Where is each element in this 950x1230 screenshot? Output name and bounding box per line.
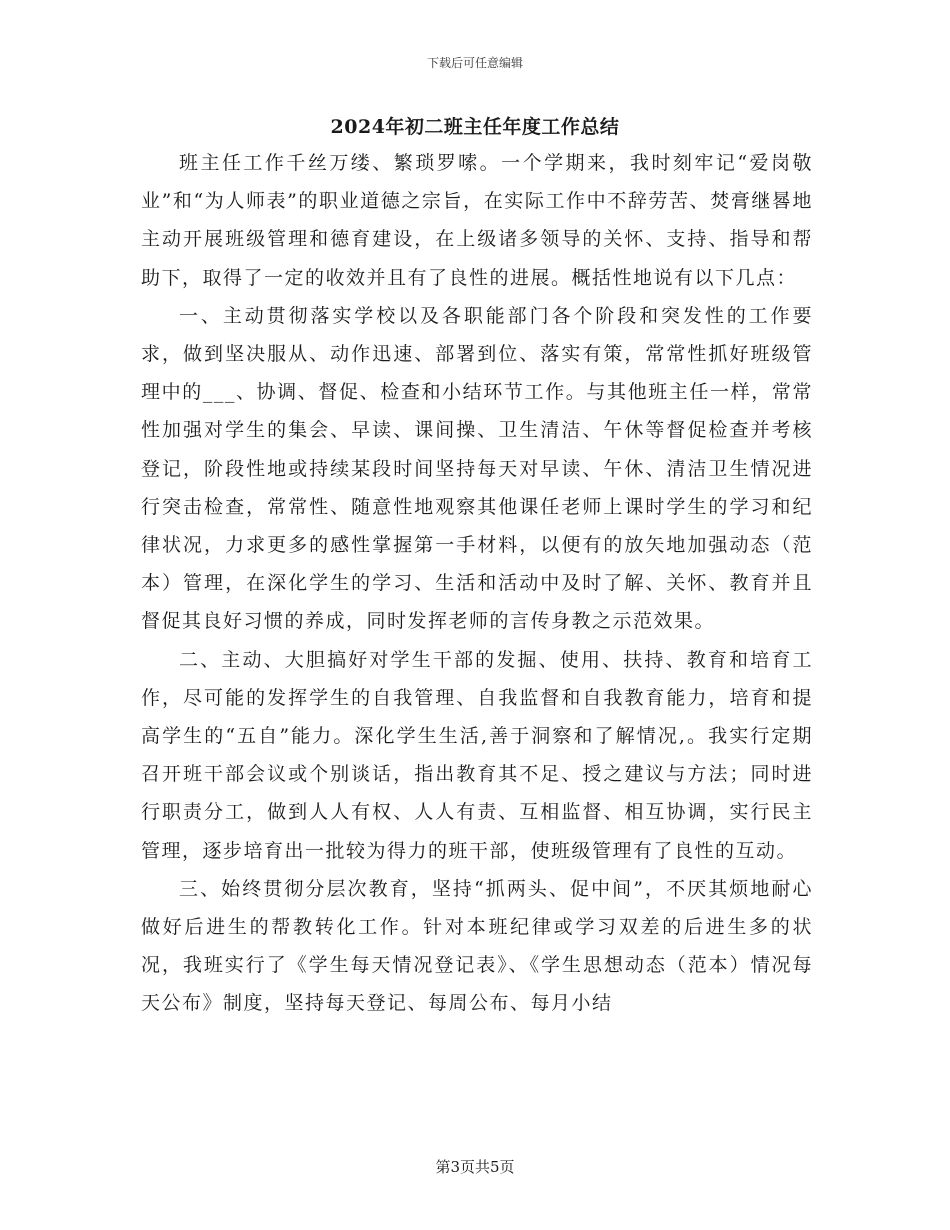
paragraph-intro: 班主任工作千丝万缕、繁琐罗嗦。一个学期来，我时刻牢记“爱岗敬业”和“为人师表”的职业道德之宗旨，在实际工作中不辞劳苦、焚膏继晷地主动开展班级管理和德育建设，在上级诸多领导的关怀、支持、指导和帮助下，取得了一定的收效并且有了良性的进展。概括性地说有以下几点： xyxy=(141,152,813,289)
paragraph-point-1: 一、主动贯彻落实学校以及各职能部门各个阶段和突发性的工作要求，做到坚决服从、动作迅速、部署到位、落实有策，常常性抓好班级管理中的___、协调、督促、检查和小结环节工作。与其他班主任一样，常常性加强对学生的集会、早读、课间操、卫生清洁、午休等督促检查并考核登记，阶段性地或持续某段时间坚持每天对早读、午休、清洁卫生情况进行突击检查，常常性、随意性地观察其他课任老师上课时学生的学习和纪律状况，力求更多的感性掌握第一手材料，以便有的放矢地加强动态（范本）管理，在深化学生的学习、生活和活动中及时了解、关怀、教育并且督促其良好习惯的养成，同时发挥老师的言传身教之示范效果。 xyxy=(141,304,813,633)
document-body xyxy=(141,144,813,1023)
document-title: 2024年初二班主任年度工作总结 xyxy=(330,116,620,138)
paragraph-point-3: 三、始终贯彻分层次教育，坚持“抓两头、促中间”，不厌其烦地耐心做好后进生的帮教转化工作。针对本班纪律或学习双差的后进生多的状况，我班实行了《学生每天情况登记表》、《学生思想动态（范本）情况每天公布》制度，坚持每天登记、每周公布、每月小结 xyxy=(141,877,813,1015)
paragraph-point-2: 二、主动、大胆搞好对学生干部的发掘、使用、扶持、教育和培育工作，尽可能的发挥学生的自我管理、自我监督和自我教育能力，培育和提高学生的“五自”能力。深化学生生活,善于洞察和了解情况,。我实行定期召开班干部会议或个别谈话，指出教育其不足、授之建议与方法；同时进行职责分工，做到人人有权、人人有责、互相监督、相互协调，实行民主管理，逐步培育出一批较为得力的班干部，使班级管理有了良性的互动。 xyxy=(141,648,813,862)
page-number: 第3页共5页 xyxy=(435,1158,515,1176)
header-note: 下载后可任意编辑 xyxy=(426,56,523,70)
